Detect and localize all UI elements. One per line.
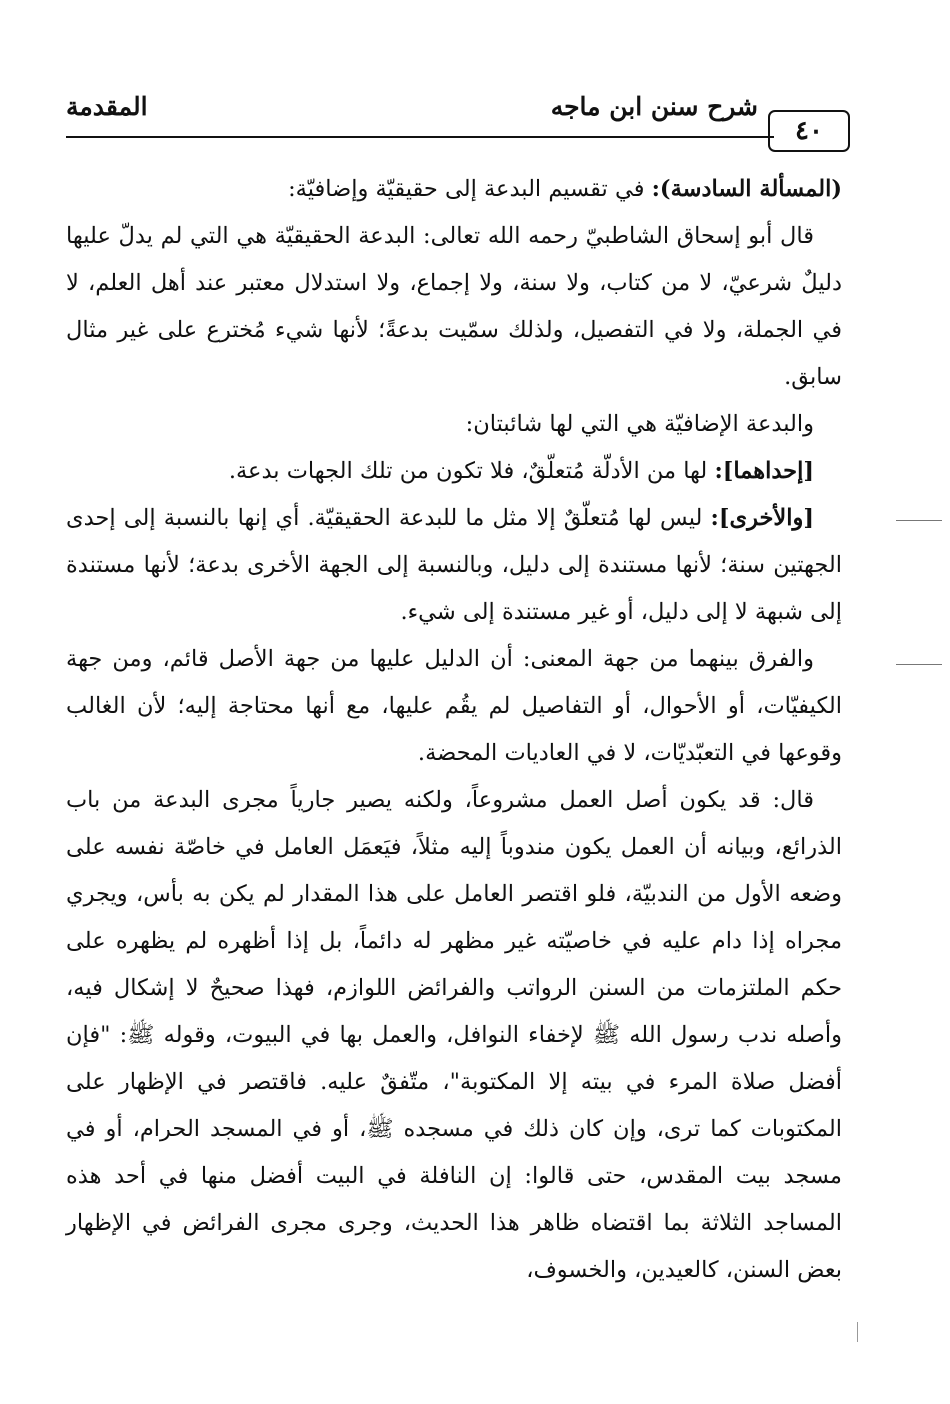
page-number: ٤٠ (768, 110, 850, 152)
margin-tick (857, 1322, 858, 1342)
second-aspect-label: [والأخرى]: (710, 505, 814, 531)
paragraph-second-aspect (66, 495, 842, 636)
margin-mark (896, 664, 942, 665)
paragraph-shatibi-definition (66, 213, 842, 401)
issue-heading: (المسألة السادسة): (651, 176, 842, 202)
paragraph-text: قال: قد يكون أصل العمل مشروعاً، ولكنه يصير جارياً مجرى البدعة من باب الذرائع، وبيانه أن العمل يكون مندوباً إليه مثلاً، فيَعمَل العامل في خاصّة نفسه على وضعه الأول من الندبيّة، فلو اقتصر العامل على هذا المقدار لم يكن به بأس، ويجري مجراه إذا دام عليه في خاصيّته غير مظهر له دائماً، بل إذا أظهره لم يظهره على حكم الملتزمات من السنن الرواتب والفرائض اللوازم، فهذا صحيحٌ لا إشكال فيه، وأصله ندب رسول الله ﷺ لإخفاء النوافل، والعمل بها في البيوت، وقوله ﷺ: "فإن أفضل صلاة المرء في بيته إلا المكتوبة"، متّفقٌ عليه. فاقتصر في الإظهار على المكتوبات كما ترى، وإن كان ذلك في مسجده ﷺ، أو في المسجد الحرام، أو في مسجد بيت المقدس، حتى قالوا: إن النافلة في البيت أفضل منها في أحد هذه المساجد الثلاثة بما اقتضاه ظاهر هذا الحديث، وجرى مجرى الفرائض في الإظهار بعض السنن، كالعيدين، والخسوف، (66, 787, 842, 1283)
paragraph-issue-heading (66, 166, 842, 213)
issue-heading-text: في تقسيم البدعة إلى حقيقيّة وإضافيّة: (288, 176, 652, 202)
paragraph-text: قال أبو إسحاق الشاطبيّ رحمه الله تعالى: البدعة الحقيقيّة هي التي لم يدلّ عليها دليلٌ شرعيّ، لا من كتاب، ولا سنة، ولا إجماع، ولا استدلال معتبر عند أهل العلم، لا في الجملة، ولا في التفصيل، ولذلك سمّيت بدعةً؛ لأنها شيء مُخترع على غير مثال سابق. (66, 223, 842, 390)
paragraph-difference (66, 636, 842, 777)
paragraph-first-aspect (66, 448, 842, 495)
paragraph-text: لها من الأدلّة مُتعلّقٌ، فلا تكون من تلك الجهات بدعة. (228, 458, 715, 484)
first-aspect-label: [إحداهما]: (714, 458, 814, 484)
header-rule (66, 136, 774, 138)
section-title: المقدمة (66, 92, 148, 121)
paragraph-dharai (66, 777, 842, 1294)
book-title: شرح سنن ابن ماجه (550, 92, 758, 121)
body-text (66, 166, 842, 1294)
page-header (66, 92, 850, 146)
paragraph-text: ليس لها مُتعلّقٌ إلا مثل ما للبدعة الحقيقيّة. أي إنها بالنسبة إلى إحدى الجهتين سنة؛ لأنها مستندة إلى دليل، وبالنسبة إلى الجهة الأخرى بدعة؛ لأنها مستندة إلى شبهة لا إلى دليل، أو غير مستندة إلى شيء. (66, 505, 842, 625)
paragraph-text: والفرق بينهما من جهة المعنى: أن الدليل عليها من جهة الأصل قائم، ومن جهة الكيفيّات، أو الأحوال، أو التفاصيل لم يقُم عليها، مع أنها محتاجة إليه؛ لأن الغالب وقوعها في التعبّديّات، لا في العاديات المحضة. (66, 646, 842, 766)
paragraph-idafiyya-intro (66, 401, 842, 448)
margin-mark (896, 520, 942, 521)
paragraph-text: والبدعة الإضافيّة هي التي لها شائبتان: (465, 411, 814, 437)
